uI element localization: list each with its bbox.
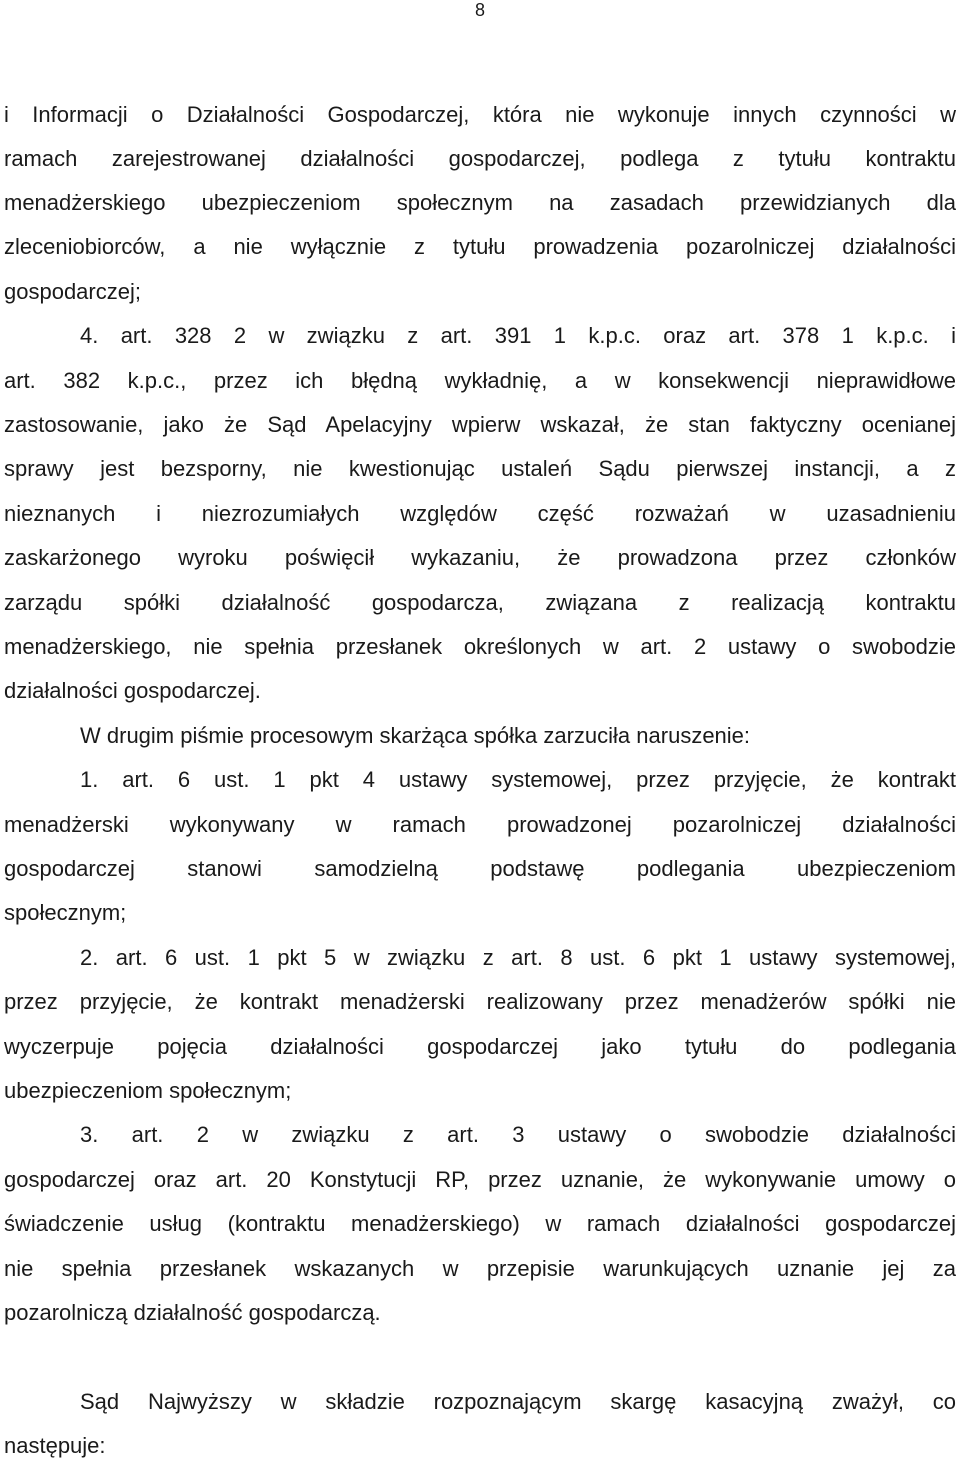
text-line: menadżerskiego, nie spełnia przesłanek określonych w art. 2 ustawy o swobodzie	[4, 634, 956, 659]
text-line: zastosowanie, jako że Sąd Apelacyjny wpierw wskazał, że stan faktyczny ocenianej	[4, 412, 956, 437]
paragraph-intro-line: W drugim piśmie procesowym skarżąca spółka zarzuciła naruszenie:	[80, 723, 751, 748]
text-line: nieznanych i niezrozumiałych względów część rozważań w uzasadnieniu	[4, 501, 956, 526]
text-line: zaskarżonego wyroku poświęcił wykazaniu, że prowadzona przez członków	[4, 545, 956, 570]
text-line: i Informacji o Działalności Gospodarczej, która nie wykonuje innych czynności w	[4, 102, 956, 127]
text-line: przez przyjęcie, że kontrakt menadżerski realizowany przez menadżerów spółki nie	[4, 989, 956, 1014]
text-line: zarządu spółki działalność gospodarcza, związana z realizacją kontraktu	[4, 590, 956, 615]
text-line: gospodarczej oraz art. 20 Konstytucji RP, przez uznanie, że wykonywanie umowy o	[4, 1167, 956, 1192]
text-line: art. 382 k.p.c., przez ich błędną wykładnię, a w konsekwencji nieprawidłowe	[4, 368, 956, 393]
page-number: 8	[474, 0, 485, 20]
text-line: zleceniobiorców, a nie wyłącznie z tytułu prowadzenia pozarolniczej działalności	[4, 234, 956, 259]
text-line: gospodarczej;	[4, 279, 141, 304]
text-line: pozarolniczą działalność gospodarczą.	[4, 1300, 381, 1325]
list-item-1-first-line: 1. art. 6 ust. 1 pkt 4 ustawy systemowej, przez przyjęcie, że kontrakt	[80, 767, 956, 792]
text-line: menadżerski wykonywany w ramach prowadzonej pozarolniczej działalności	[4, 812, 956, 837]
text-line: ubezpieczeniom społecznym;	[4, 1078, 292, 1103]
text-line: świadczenie usług (kontraktu menadżerskiego) w ramach działalności gospodarczej	[4, 1211, 956, 1236]
list-item-2-first-line: 2. art. 6 ust. 1 pkt 5 w związku z art. 8 ust. 6 pkt 1 ustawy systemowej,	[80, 945, 956, 970]
text-line: ramach zarejestrowanej działalności gospodarczej, podlega z tytułu kontraktu	[4, 146, 956, 171]
text-line: nie spełnia przesłanek wskazanych w przepisie warunkujących uznanie jej za	[4, 1256, 956, 1281]
text-line: menadżerskiego ubezpieczeniom społecznym na zasadach przewidzianych dla	[4, 190, 956, 215]
text-line: społecznym;	[4, 900, 127, 925]
closing-paragraph-first-line: Sąd Najwyższy w składzie rozpoznającym skargę kasacyjną zważył, co	[80, 1389, 956, 1414]
text-line: działalności gospodarczej.	[4, 678, 261, 703]
text-line: następuje:	[4, 1433, 106, 1458]
list-item-4-first-line: 4. art. 328 2 w związku z art. 391 1 k.p.c. oraz art. 378 1 k.p.c. i	[80, 323, 956, 348]
list-item-3-first-line: 3. art. 2 w związku z art. 3 ustawy o swobodzie działalności	[80, 1122, 956, 1147]
text-line: sprawy jest bezsporny, nie kwestionując ustaleń Sądu pierwszej instancji, a z	[4, 456, 956, 481]
text-line: gospodarczej stanowi samodzielną podstawę podlegania ubezpieczeniom	[4, 856, 956, 881]
text-line: wyczerpuje pojęcia działalności gospodarczej jako tytułu do podlegania	[4, 1034, 956, 1059]
